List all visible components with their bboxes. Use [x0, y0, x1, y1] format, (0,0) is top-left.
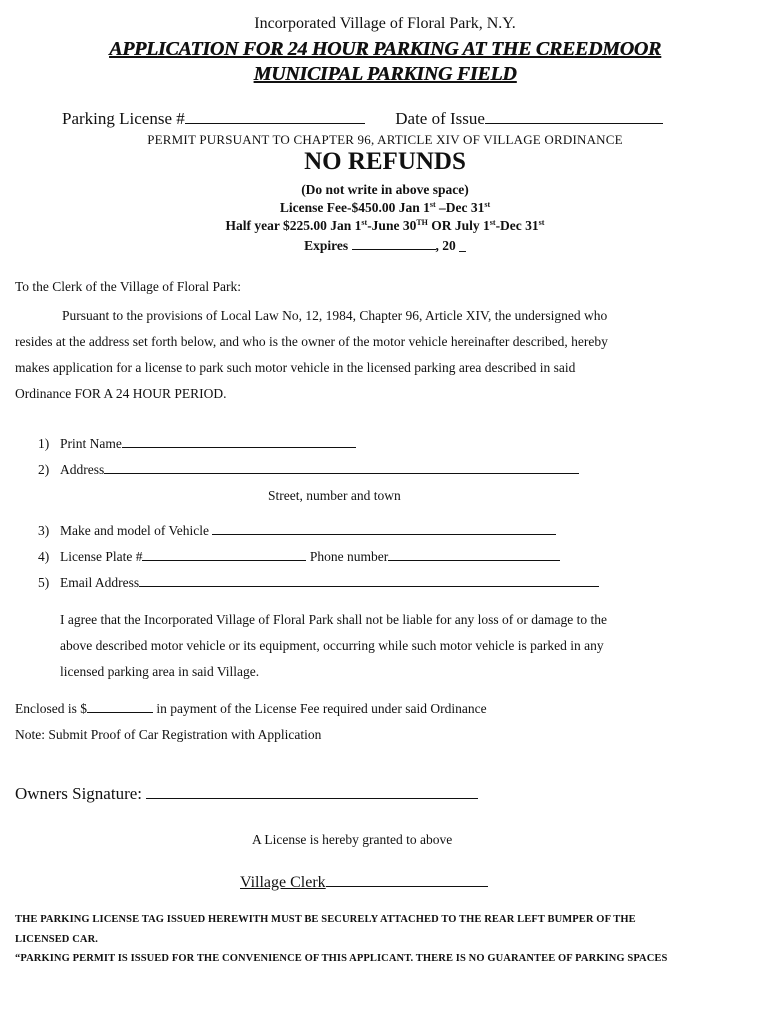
owners-signature-label: Owners Signature: — [15, 784, 143, 803]
owners-signature-row — [15, 784, 478, 804]
vehicle-label: Make and model of Vehicle — [60, 523, 209, 538]
application-paragraph-line-4: Ordinance FOR A 24 HOUR PERIOD. — [15, 386, 227, 401]
email-row: 5) Email Address — [38, 575, 599, 591]
parking-license-label: Parking License # — [62, 109, 185, 128]
no-refunds-heading: NO REFUNDS — [304, 148, 466, 175]
print-name-field[interactable] — [122, 446, 356, 448]
email-field[interactable] — [139, 585, 599, 587]
email-label: Email Address — [60, 575, 140, 590]
address-hint: Street, number and town — [268, 488, 401, 503]
full-year-fee: License Fee-$450.00 Jan 1st –Dec 31st — [279, 200, 491, 215]
parking-license-field[interactable] — [185, 122, 365, 124]
phone-number-label: Phone number — [309, 549, 389, 564]
village-clerk-signature-field[interactable] — [326, 885, 488, 887]
office-use-note: (Do not write in above space) — [301, 182, 469, 197]
application-paragraph-line-2: resides at the address set forth below, and who is the owner of the motor vehicle hereinafter described, hereby — [15, 334, 608, 349]
expires-date-field[interactable] — [352, 248, 436, 250]
village-header: Incorporated Village of Floral Park, N.Y. — [254, 15, 516, 32]
phone-number-field[interactable] — [388, 559, 560, 561]
agreement-line-2: above described motor vehicle or its equipment, occurring while such motor vehicle is parked in any — [60, 638, 604, 653]
print-name-row: 1) Print Name — [38, 436, 356, 452]
owners-signature-field[interactable] — [146, 797, 478, 799]
agreement-line-3: licensed parking area in said Village. — [60, 664, 260, 679]
application-paragraph-line-3: makes application for a license to park such motor vehicle in the licensed parking area described in said — [15, 360, 576, 375]
permit-ordinance-line: PERMIT PURSUANT TO CHAPTER 96, ARTICLE XIV OF VILLAGE ORDINANCE — [147, 132, 623, 147]
application-title-line-2: MUNICIPAL PARKING FIELD — [253, 63, 517, 85]
license-plate-label: License Plate # — [60, 549, 143, 564]
date-of-issue-label: Date of Issue — [395, 109, 485, 128]
print-name-label: Print Name — [60, 436, 122, 451]
plate-phone-row: 4) License Plate # Phone number — [38, 549, 560, 565]
enclosed-amount-field[interactable] — [87, 711, 153, 713]
address-row: 2) Address — [38, 462, 579, 478]
tag-note-line-2: LICENSED CAR. — [15, 934, 98, 945]
license-row — [62, 109, 663, 129]
address-field[interactable] — [104, 472, 579, 474]
license-granted-text: A License is hereby granted to above — [252, 832, 453, 847]
application-title-line-1: APPLICATION FOR 24 HOUR PARKING AT THE CREEDMOOR — [109, 38, 661, 60]
half-year-fee: Half year $225.00 Jan 1st-June 30TH OR July 1st-Dec 31st — [225, 218, 545, 233]
license-plate-field[interactable] — [142, 559, 306, 561]
agreement-line-1: I agree that the Incorporated Village of Floral Park shall not be liable for any loss of or damage to the — [60, 612, 608, 627]
date-of-issue-field[interactable] — [485, 122, 663, 124]
tag-note-line-1: THE PARKING LICENSE TAG ISSUED HEREWITH MUST BE SECURELY ATTACHED TO THE REAR LEFT BUMPER OF THE — [15, 914, 636, 925]
salutation: To the Clerk of the Village of Floral Park: — [15, 279, 241, 294]
vehicle-field[interactable] — [212, 533, 556, 535]
vehicle-row: 3) Make and model of Vehicle — [38, 523, 556, 539]
permit-convenience-note: “PARKING PERMIT IS ISSUED FOR THE CONVENIENCE OF THIS APPLICANT. THERE IS NO GUARANTEE OF PARKING SPACES — [15, 953, 668, 964]
address-label: Address — [60, 462, 105, 477]
enclosed-amount-row: Enclosed is $ in payment of the License Fee required under said Ordinance — [15, 701, 487, 716]
expires-line: Expires , 20 _ — [304, 238, 466, 253]
application-paragraph-line-1: Pursuant to the provisions of Local Law No, 12, 1984, Chapter 96, Article XIV, the undersigned who — [62, 308, 608, 323]
registration-note: Note: Submit Proof of Car Registration with Application — [15, 727, 322, 742]
village-clerk-row — [240, 874, 488, 892]
village-clerk-label: Village Clerk — [240, 874, 326, 891]
